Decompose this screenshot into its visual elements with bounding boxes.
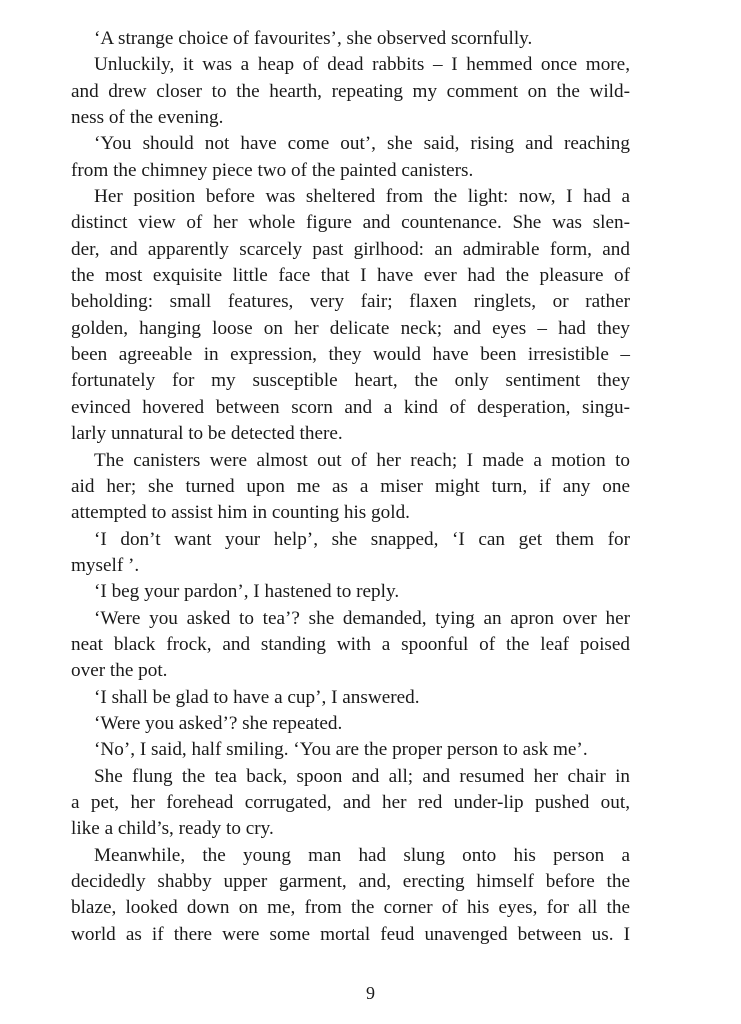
- text-line: from the chimney piece two of the painted canisters.: [71, 159, 474, 181]
- text-line: blaze, looked down on me, from the corner of his eyes, for all the: [71, 897, 630, 919]
- text-line: Meanwhile, the young man had slung onto his person a: [94, 844, 630, 866]
- text-line: ‘No’, I said, half smiling. ‘You are the proper person to ask me’.: [94, 739, 588, 761]
- page-number: 9: [366, 983, 375, 1003]
- text-line: been agreeable in expression, they would have been irresistible –: [71, 344, 630, 366]
- text-line: the most exquisite little face that I have ever had the pleasure of: [71, 265, 630, 287]
- body-text: [71, 26, 630, 948]
- text-line: neat black frock, and standing with a spoonful of the leaf poised: [71, 633, 630, 655]
- text-line: larly unnatural to be detected there.: [71, 423, 343, 445]
- text-line: ‘A strange choice of favourites’, she observed scornfully.: [94, 28, 533, 49]
- text-line: fortunately for my susceptible heart, the only sentiment they: [71, 370, 630, 392]
- text-line: beholding: small features, very fair; flaxen ringlets, or rather: [71, 291, 630, 313]
- text-line: ‘Were you asked to tea’? she demanded, tying an apron over her: [94, 607, 630, 629]
- text-line: aid her; she turned upon me as a miser might turn, if any one: [71, 475, 630, 497]
- text-line: world as if there were some mortal feud unavenged between us. I: [71, 923, 630, 945]
- text-line: Unluckily, it was a heap of dead rabbits – I hemmed once more,: [94, 54, 630, 76]
- text-line: evinced hovered between scorn and a kind of desperation, singu-: [71, 396, 630, 418]
- text-line: ness of the evening.: [71, 107, 224, 129]
- text-line: over the pot.: [71, 660, 168, 682]
- text-line: myself ’.: [71, 554, 140, 576]
- text-line: a pet, her forehead corrugated, and her red under-lip pushed out,: [71, 791, 630, 813]
- text-line: like a child’s, ready to cry.: [71, 818, 274, 840]
- text-line: attempted to assist him in counting his gold.: [71, 502, 410, 524]
- text-line: ‘I don’t want your help’, she snapped, ‘I can get them for: [94, 528, 630, 550]
- text-line: der, and apparently scarcely past girlhood: an admirable form, and: [71, 238, 630, 260]
- text-line: ‘Were you asked’? she repeated.: [94, 712, 343, 734]
- text-line: ‘I beg your pardon’, I hastened to reply.: [94, 581, 400, 603]
- text-line: ‘I shall be glad to have a cup’, I answered.: [94, 686, 420, 708]
- text-line: ‘You should not have come out’, she said, rising and reaching: [94, 133, 630, 155]
- text-line: The canisters were almost out of her reach; I made a motion to: [94, 449, 630, 471]
- text-line: Her position before was sheltered from the light: now, I had a: [94, 186, 630, 208]
- text-line: golden, hanging loose on her delicate neck; and eyes – had they: [71, 317, 630, 339]
- text-line: distinct view of her whole figure and countenance. She was slen-: [71, 212, 630, 234]
- text-line: and drew closer to the hearth, repeating my comment on the wild-: [71, 80, 630, 102]
- text-line: She flung the tea back, spoon and all; and resumed her chair in: [94, 765, 630, 787]
- text-line: decidedly shabby upper garment, and, erecting himself before the: [71, 871, 630, 892]
